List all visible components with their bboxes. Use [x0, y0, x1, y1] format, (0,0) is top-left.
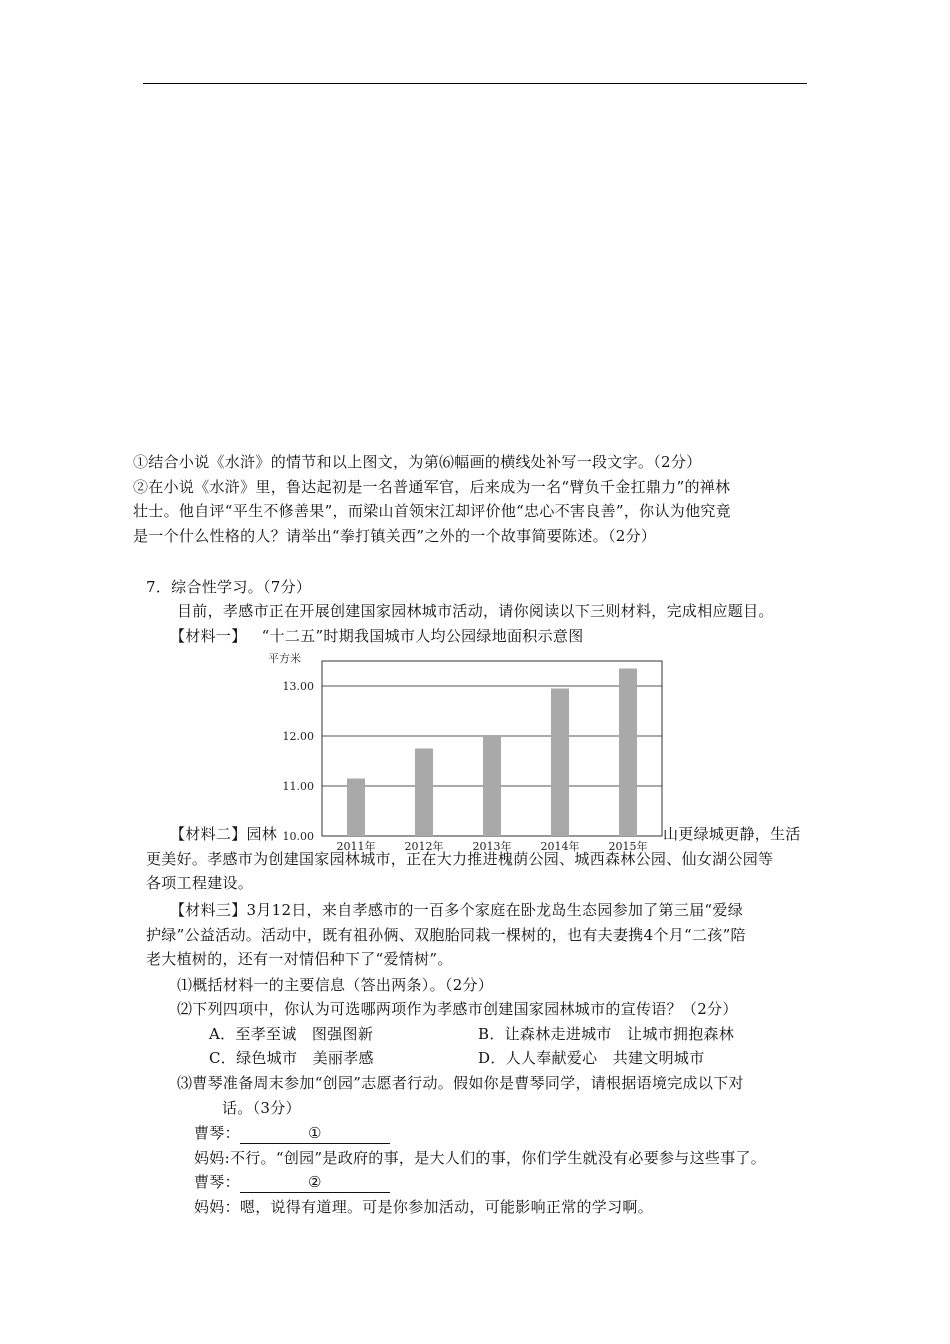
- q7-title: 7．综合性学习。（7分）: [146, 578, 312, 596]
- material-3-line1: 【材料三】3月12日，来自孝感市的一百多个家庭在卧龙岛生态园参加了第三届“爱绿: [170, 901, 744, 919]
- x-tick-label: 2011年: [336, 840, 376, 853]
- green-area-bar-chart: [262, 648, 672, 858]
- header-rule: [143, 83, 807, 84]
- option-b: B．让森林走进城市 让城市拥抱森林: [478, 1025, 735, 1043]
- option-a: A．至孝至诚 图强图新: [209, 1025, 374, 1043]
- material-2-end: 山更绿城更静，生活: [663, 825, 801, 843]
- material-1-title: “十二五”时期我国城市人均公园绿地面积示意图: [261, 627, 584, 645]
- q7-intro: 目前，孝感市正在开展创建国家园林城市活动，请你阅读以下三则材料，完成相应题目。: [177, 602, 774, 620]
- q6-item-2-line1: ②在小说《水浒》里，鲁达起初是一名普通军官，后来成为一名“臂负千金扛鼎力”的禅林: [133, 478, 731, 496]
- material-1-label: 【材料一】: [170, 627, 247, 645]
- material-3-line3: 老大植树的，还有一对情侣种下了“爱情树”。: [146, 950, 453, 968]
- x-tick-label: 2014年: [540, 840, 580, 853]
- dialogue-line-1: [194, 1123, 390, 1144]
- material-2-line3: 各项工程建设。: [146, 874, 254, 892]
- bar: [347, 779, 365, 837]
- y-axis-label: 平方米: [268, 652, 301, 665]
- bar: [619, 669, 637, 837]
- y-tick-label: 11.00: [282, 780, 314, 793]
- sub-question-3-line1: ⑶曹琴准备周末参加“创园”志愿者行动。假如你是曹琴同学，请根据语境完成以下对: [177, 1074, 744, 1092]
- material-3-line2: 护绿”公益活动。活动中，既有祖孙俩、双胞胎同栽一棵树的，也有夫妻携4个月“二孩”陪: [146, 926, 746, 944]
- material-2-line2: 更美好。孝感市为创建国家园林城市，正在大力推进槐荫公园、城西森林公园、仙女湖公园等: [146, 850, 774, 868]
- y-tick-label: 10.00: [282, 830, 314, 843]
- option-d: D．人人奉献爱心 共建文明城市: [478, 1049, 705, 1067]
- option-c: C．绿色城市 美丽孝感: [209, 1049, 374, 1067]
- dialogue-line-3: [194, 1172, 390, 1193]
- sub-question-2: ⑵下列四项中，你认为可选哪两项作为孝感市创建国家园林城市的宣传语？（2分）: [177, 1000, 738, 1018]
- speaker-caoqin: 曹琴：: [194, 1124, 240, 1142]
- y-tick-label: 12.00: [282, 730, 314, 743]
- bar: [551, 689, 569, 837]
- sub-question-1: ⑴概括材料一的主要信息（答出两条）。（2分）: [177, 976, 494, 994]
- bar: [483, 736, 501, 836]
- material-1-heading: [170, 626, 584, 646]
- q6-item-1: ①结合小说《水浒》的情节和以上图文，为第⑹幅画的横线处补写一段文字。（2分）: [133, 453, 702, 471]
- x-tick-label: 2012年: [404, 840, 444, 853]
- speaker-caoqin: 曹琴：: [194, 1173, 240, 1191]
- q6-item-2-line2: 壮士。他自评“平生不修善果”，而梁山首领宋江却评价他“忠心不害良善”，你认为他究竟: [133, 502, 731, 520]
- x-tick-label: 2015年: [608, 840, 648, 853]
- dialogue-line-4: 妈妈：嗯，说得有道理。可是你参加活动，可能影响正常的学习啊。: [194, 1198, 654, 1216]
- bar: [415, 749, 433, 837]
- y-tick-label: 13.00: [282, 680, 314, 693]
- dialogue-line-2: 妈妈:不行。“创园”是政府的事，是大人们的事，你们学生就没有必要参与这些事了。: [194, 1149, 767, 1167]
- sub-question-3-line2: 话。（3分）: [222, 1099, 301, 1117]
- answer-blank-2[interactable]: ②: [240, 1172, 390, 1193]
- x-tick-label: 2013年: [472, 840, 512, 853]
- q6-item-2-line3: 是一个什么性格的人？请举出“拳打镇关西”之外的一个故事简要陈述。（2分）: [133, 527, 657, 545]
- answer-blank-1[interactable]: ①: [240, 1123, 390, 1144]
- material-2-start: 【材料二】园林: [170, 825, 278, 843]
